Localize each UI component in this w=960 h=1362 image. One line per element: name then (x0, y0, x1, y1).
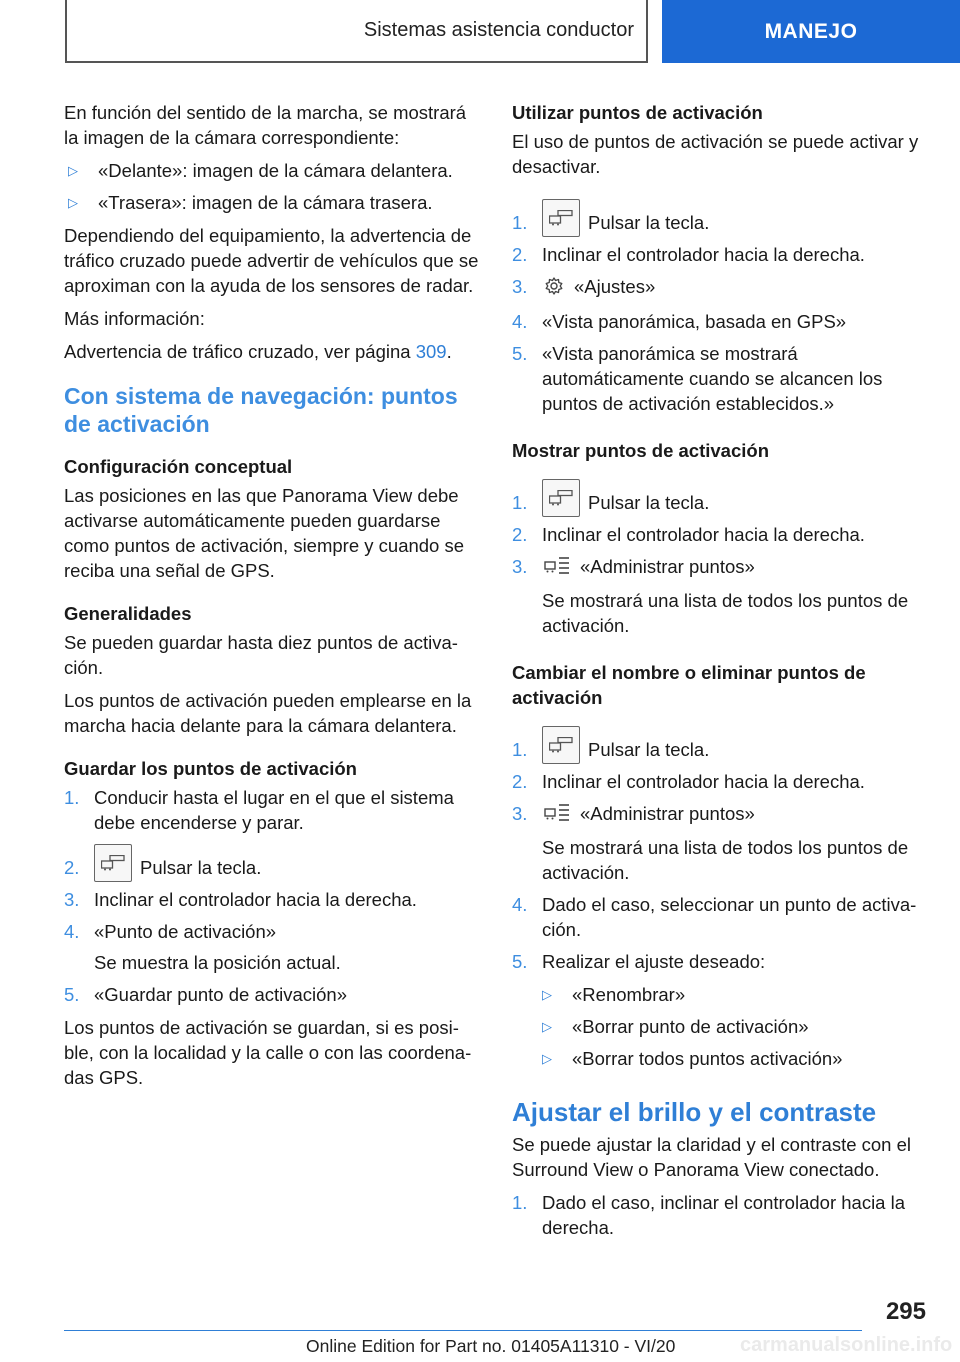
step-note: Se mostrará una lista de todos los puntos de activación. (542, 590, 909, 636)
camera-bullets (64, 158, 479, 215)
step-text: «Punto de activación» (94, 921, 277, 942)
step-number: 5. (64, 984, 80, 1005)
step-text: Inclinar el controlador hacia la derecha. (542, 244, 865, 265)
step-number: 3. (512, 803, 528, 824)
bullet-text: «Borrar todos puntos activación» (572, 1048, 843, 1069)
camera-button-icon (542, 199, 580, 237)
concept-paragraph: Las posiciones en las que Panorama View debe activarse automáticamente pueden guardarse como puntos de activación, siempre y cuando se reciba una señal de GPS. (64, 485, 465, 581)
bullet-text: «Delante»: imagen de la cámara delantera. (98, 160, 453, 181)
camera-button-icon (542, 726, 580, 764)
step-text: «Vista panorámica se mostrará automáticamente cuando se alcancen los puntos de activación establecidos.» (542, 343, 883, 414)
list-item (512, 769, 927, 794)
step-text: Inclinar el controlador hacia la derecha. (542, 771, 865, 792)
step-text: Pulsar la tecla. (140, 857, 262, 878)
camera-button-icon (542, 479, 580, 517)
list-item (512, 242, 927, 267)
use-paragraph: El uso de puntos de activación se puede activar y desactivar. (512, 131, 919, 177)
save-title: Guardar los puntos de activación (64, 758, 357, 779)
section-title-text: Sistemas asistencia conductor (363, 19, 634, 41)
edit-title: Cambiar el nombre o eliminar puntos de activación (512, 662, 866, 708)
triangle-bullet-icon: ▷ (542, 1051, 552, 1066)
brightness-paragraph: Se puede ajustar la claridad y el contraste con el Surround View o Panorama View conectado. (512, 1134, 912, 1180)
list-item (512, 309, 927, 334)
list-item (64, 887, 479, 912)
step-text: «Administrar puntos» (580, 803, 755, 824)
chapter-tab (662, 0, 960, 63)
list-item (512, 341, 927, 416)
reference-text: Advertencia de tráfico cruzado, ver página (64, 341, 416, 362)
step-text: Pulsar la tecla. (588, 739, 710, 760)
step-text: Realizar el ajuste deseado: (542, 951, 766, 972)
triangle-bullet-icon: ▷ (68, 163, 78, 178)
step-number: 2. (512, 771, 528, 792)
list-item (542, 982, 927, 1007)
triangle-bullet-icon: ▷ (542, 1019, 552, 1034)
list-item (512, 801, 927, 885)
right-column (512, 100, 927, 1248)
list-item (542, 1046, 927, 1071)
list-item (64, 982, 479, 1007)
reference-line (64, 339, 479, 364)
step-text: «Ajustes» (574, 276, 656, 297)
page-number: 295 (885, 1298, 926, 1325)
step-number: 1. (512, 739, 528, 760)
list-item (512, 554, 927, 638)
general-paragraph-1: Se pueden guardar hasta diez puntos de activa-ción. (64, 632, 458, 678)
edition-text: Online Edition for Part no. 01405A11310 - VI/20 (306, 1336, 676, 1356)
step-number: 1. (512, 1192, 528, 1213)
footer-divider (64, 1330, 862, 1331)
triangle-bullet-icon: ▷ (542, 987, 552, 1002)
step-text: «Administrar puntos» (580, 556, 755, 577)
list-manage-icon (544, 803, 570, 829)
step-text: «Guardar punto de activación» (94, 984, 348, 1005)
step-text: Inclinar el controlador hacia la derecha. (542, 524, 865, 545)
step-text: Pulsar la tecla. (588, 492, 710, 513)
list-item (64, 919, 479, 975)
chapter-title-text: MANEJO (764, 19, 858, 43)
step-number: 2. (64, 857, 80, 878)
section-title (65, 0, 648, 63)
list-item (64, 785, 479, 835)
reference-end: . (446, 341, 452, 362)
step-number: 5. (512, 343, 528, 364)
step-number: 4. (512, 311, 528, 332)
step-text: Dado el caso, seleccionar un punto de activa-ción. (542, 894, 917, 940)
list-item (542, 1014, 927, 1039)
step-text: «Vista panorámica, basada en GPS» (542, 311, 847, 332)
step-note: Se mostrará una lista de todos los puntos de activación. (542, 837, 909, 883)
general-title: Generalidades (64, 603, 192, 624)
step-number: 3. (512, 556, 528, 577)
step-text: Dado el caso, inclinar el controlador hacia la derecha. (542, 1192, 906, 1238)
more-info-label: Más información: (64, 308, 205, 329)
step-number: 4. (512, 894, 528, 915)
list-item (64, 158, 479, 183)
list-item (512, 197, 927, 235)
step-number: 5. (512, 951, 528, 972)
save-steps (64, 785, 479, 1007)
step-text: Pulsar la tecla. (588, 212, 710, 233)
general-paragraph-2: Los puntos de activación pueden emplearse en la marcha hacia delante para la cámara delantera. (64, 690, 472, 736)
step-number: 1. (64, 787, 80, 808)
show-steps (512, 477, 927, 638)
bullet-text: «Trasera»: imagen de la cámara trasera. (98, 192, 433, 213)
page-reference-link[interactable]: 309 (415, 341, 447, 362)
list-item (512, 724, 927, 762)
use-steps (512, 197, 927, 416)
list-item (512, 949, 927, 1078)
list-item (64, 190, 479, 215)
list-item (512, 274, 927, 302)
nav-section-heading: Con sistema de navegación: puntos de activación (64, 383, 458, 437)
step-number: 3. (512, 276, 528, 297)
step-number: 1. (512, 212, 528, 233)
show-title: Mostrar puntos de activación (512, 440, 769, 461)
bullet-text: «Renombrar» (572, 984, 686, 1005)
list-item (512, 477, 927, 515)
step-number: 1. (512, 492, 528, 513)
list-item (512, 892, 927, 942)
camera-button-icon (94, 844, 132, 882)
triangle-bullet-icon: ▷ (68, 195, 78, 210)
use-title: Utilizar puntos de activación (512, 102, 763, 123)
brightness-steps (512, 1190, 927, 1240)
gear-icon (544, 276, 564, 302)
intro-paragraph: En función del sentido de la marcha, se mostrará la imagen de la cámara correspondiente: (64, 102, 467, 148)
list-manage-icon (544, 556, 570, 582)
step-number: 4. (64, 921, 80, 942)
step-text: Inclinar el controlador hacia la derecha. (94, 889, 417, 910)
step-number: 2. (512, 244, 528, 265)
step-note: Se muestra la posición actual. (94, 952, 341, 973)
closing-paragraph: Los puntos de activación se guardan, si es posi-ble, con la localidad y la calle o con las coordena-das GPS. (64, 1017, 472, 1088)
watermark: carmanualsonline.info (740, 1334, 953, 1356)
step-number: 3. (64, 889, 80, 910)
left-column (64, 100, 479, 1098)
page-header (0, 0, 960, 66)
edit-steps (512, 724, 927, 1078)
list-item (64, 842, 479, 880)
list-item (512, 522, 927, 547)
cross-traffic-paragraph: Dependiendo del equipamiento, la advertencia de tráfico cruzado puede advertir de vehículos que se aproximan con la ayuda de los sensores de radar. (64, 225, 479, 296)
concept-title: Configuración conceptual (64, 456, 293, 477)
bullet-text: «Borrar punto de activación» (572, 1016, 809, 1037)
step-number: 2. (512, 524, 528, 545)
edit-options (542, 982, 927, 1071)
brightness-heading: Ajustar el brillo y el contraste (512, 1097, 877, 1127)
list-item (512, 1190, 927, 1240)
step-text: Conducir hasta el lugar en el que el sistema debe encenderse y parar. (94, 787, 454, 833)
